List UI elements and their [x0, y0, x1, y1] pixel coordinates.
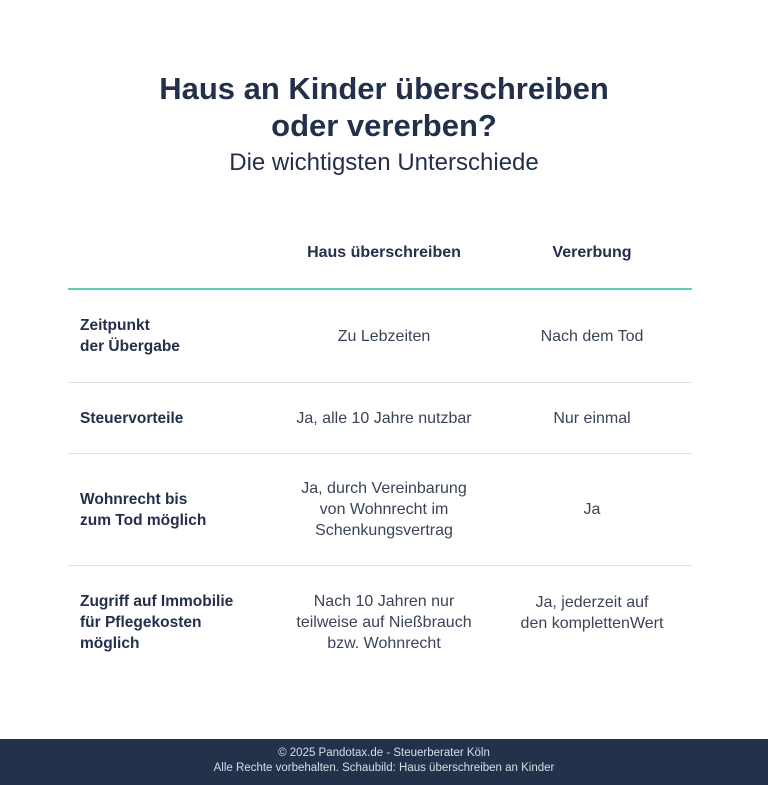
cell-vererbung	[498, 566, 686, 634]
cell-vererbung	[498, 326, 686, 347]
row-label-line: für Pflegekosten	[80, 613, 202, 631]
cell-line: bzw. Wohnrecht	[327, 634, 441, 652]
row-label-line: Steuervorteile	[80, 409, 184, 427]
row-label	[68, 591, 270, 654]
cell-haus-ueberschreiben	[270, 408, 498, 429]
cell-line: Zu Lebzeiten	[337, 327, 431, 345]
cell-vererbung	[498, 408, 686, 429]
row-label-line: Zeitpunkt	[80, 317, 150, 334]
cell-line: Ja, durch Vereinbarung	[301, 480, 467, 497]
cell-line: Nur einmal	[553, 409, 631, 427]
row-label-line: Wohnrecht bis	[80, 490, 188, 508]
comparison-table	[68, 232, 692, 678]
cell-haus-ueberschreiben	[270, 478, 498, 541]
cell-line: Nach dem Tod	[540, 327, 644, 345]
cell-line: Ja, jederzeit auf	[535, 594, 649, 611]
cell-vererbung	[498, 499, 686, 520]
table-row	[68, 566, 692, 678]
cell-line: Ja, alle 10 Jahre nutzbar	[296, 409, 472, 427]
cell-haus-ueberschreiben	[270, 326, 498, 347]
footer	[0, 739, 768, 785]
cell-line: teilweise auf Nießbrauch	[296, 613, 472, 631]
table-header	[68, 232, 692, 290]
cell-line: Schenkungsvertrag	[315, 522, 453, 539]
table-row	[68, 290, 692, 383]
row-label	[68, 408, 270, 429]
column-header-vererbung: Vererbung	[552, 244, 632, 261]
cell-line: den komplettenWert	[520, 615, 664, 632]
row-label-line: zum Tod möglich	[80, 511, 207, 529]
title-line-1: Haus an Kinder überschreiben	[159, 71, 609, 106]
row-label-line: möglich	[80, 634, 140, 652]
cell-haus-ueberschreiben	[270, 591, 498, 654]
footer-rights: Alle Rechte vorbehalten. Schaubild: Haus überschreiben an Kinder	[213, 762, 555, 774]
cell-line: Nach 10 Jahren nur	[313, 592, 455, 610]
cell-line: Ja	[583, 501, 601, 518]
title-line-2: oder vererben?	[271, 108, 497, 143]
table-row	[68, 383, 692, 454]
footer-copyright: © 2025 Pandotax.de - Steuerberater Köln	[278, 747, 490, 759]
cell-line: von Wohnrecht im	[319, 501, 449, 518]
row-label-line: Zugriff auf Immobilie	[80, 592, 234, 610]
page-subtitle: Die wichtigsten Unterschiede	[229, 149, 539, 176]
column-header-haus-ueberschreiben: Haus überschreiben	[307, 244, 461, 261]
row-label-line: der Übergabe	[80, 338, 180, 355]
row-label	[68, 315, 270, 357]
table-row	[68, 454, 692, 566]
row-label	[68, 489, 270, 531]
page-title	[0, 70, 768, 144]
